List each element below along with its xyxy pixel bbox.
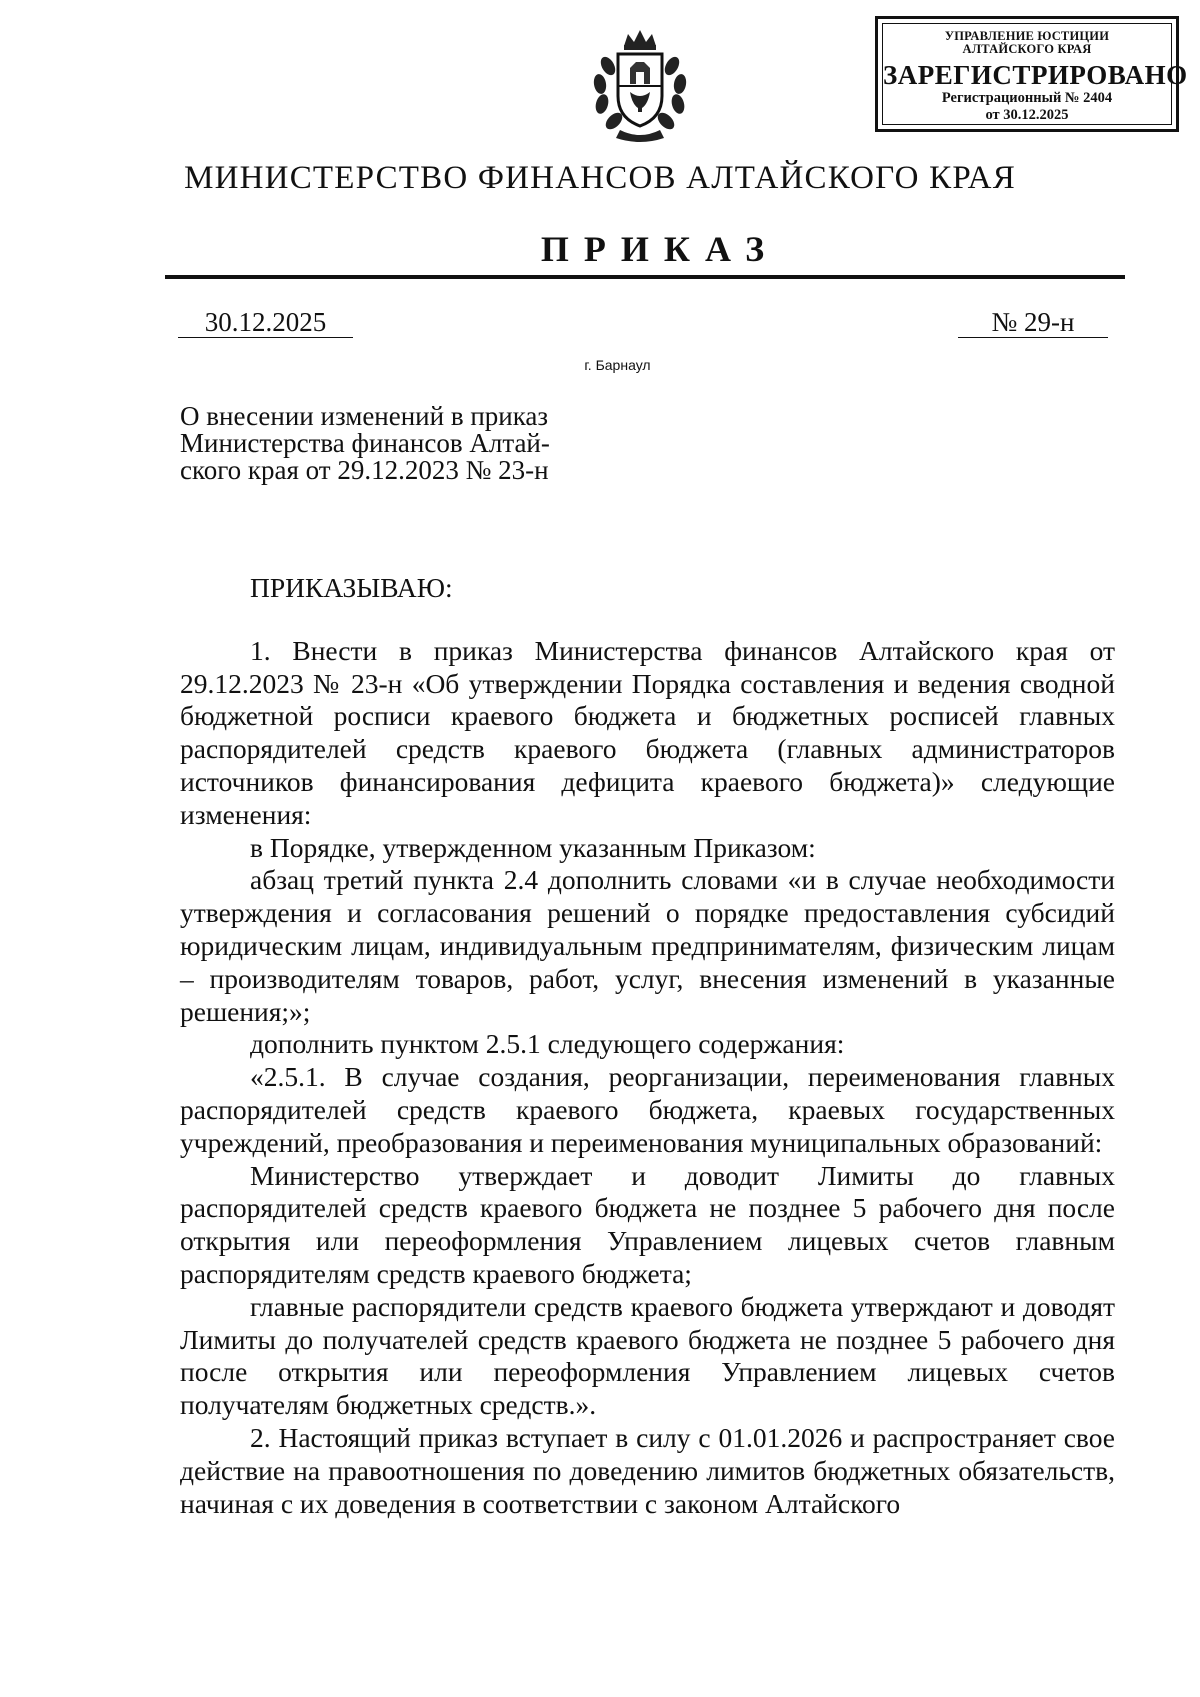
stamp-reg-date: от 30.12.2025 <box>985 107 1069 123</box>
paragraph-4: дополнить пунктом 2.5.1 следующего содержания: <box>250 1028 845 1060</box>
paragraph-5: «2.5.1. В случае создания, реорганизации, переименования главных распорядителей средств краевого бюджета, краевых государственных учреждений, преобразования и переименования муниципальных образований: <box>180 1061 1115 1158</box>
subject-line-1: О внесении изменений в приказ <box>180 401 549 431</box>
paragraph-7: главные распорядители средств краевого бюджета утверждают и доводят Лимиты до получателей средств краевого бюджета не позднее 5 рабочего дня после открытия или переоформления Управлением лицевых счетов получателям бюджетных средств.». <box>180 1290 1115 1421</box>
paragraph-8: 2. Настоящий приказ вступает в силу с 01.01.2026 и распространяет свое действие на правоотношения по доведению лимитов бюджетных обязательств, начиная с их доведения в соответствии с законом Алтайского <box>180 1421 1115 1519</box>
subject-line-2: Министерства финансов Алтай- <box>180 428 550 458</box>
stamp-reg-number: Регистрационный № 2404 <box>941 90 1113 106</box>
registration-stamp-inner <box>882 23 1188 125</box>
order-body <box>180 572 1115 1520</box>
registration-stamp <box>875 16 1188 132</box>
document-type-title: ПРИКАЗ <box>540 229 780 269</box>
stamp-title: ЗАРЕГИСТРИРОВАНО <box>883 60 1188 90</box>
order-number: № 29-н <box>958 307 1108 338</box>
paragraph-1: 1. Внести в приказ Министерства финансов Алтайского края от 29.12.2023 № 23-н «Об утверждении Порядка составления и ведения сводной бюджетной росписи краевого бюджета и бюджетных росписей главных распорядителей средств краевого бюджета (главных администраторов источников финансирования дефицита краевого бюджета)» следующие изменения: <box>180 634 1115 830</box>
paragraph-3: абзац третий пункта 2.4 дополнить словами «и в случае необходимости утверждения и согласования решений о порядке предоставления субсидий юридическим лицам, индивидуальным предпринимателям, физическим лицам – производителям товаров, работ, услуг, внесения изменений в указанные решения;»; <box>180 864 1115 1027</box>
order-word: ПРИКАЗЫВАЮ: <box>250 572 453 603</box>
paragraph-6: Министерство утверждает и доводит Лимиты до главных распорядителей средств краевого бюджета не позднее 5 рабочего дня после открытия или переоформления Управлением лицевых счетов главным распорядителям средств краевого бюджета; <box>180 1159 1115 1289</box>
stamp-org-line2: АЛТАЙСКОГО КРАЯ <box>962 42 1092 56</box>
paragraph-2: в Порядке, утвержденном указанным Приказом: <box>250 831 816 863</box>
order-subject <box>180 403 600 484</box>
altai-krai-coat-of-arms-icon <box>580 26 700 144</box>
subject-line-3: ского края от 29.12.2023 № 23-н <box>180 455 549 485</box>
stamp-org-line1: УПРАВЛЕНИЕ ЮСТИЦИИ <box>944 29 1110 43</box>
order-date: 30.12.2025 <box>178 307 353 338</box>
header-divider <box>165 275 1125 279</box>
ministry-name: МИНИСТЕРСТВО ФИНАНСОВ АЛТАЙСКОГО КРАЯ <box>184 160 1016 196</box>
city-name: г. Барнаул <box>584 357 651 373</box>
